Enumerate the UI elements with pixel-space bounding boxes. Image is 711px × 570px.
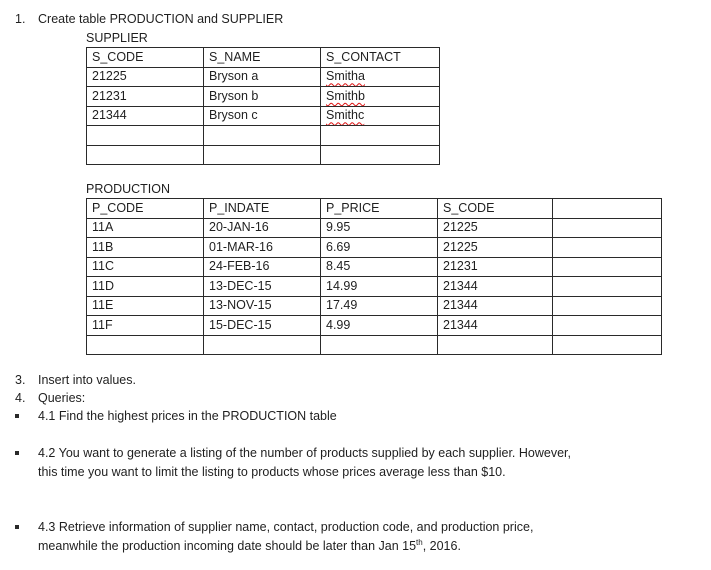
table-cell — [553, 335, 662, 355]
table-cell — [87, 335, 204, 355]
table-cell — [553, 238, 662, 258]
question-3-text: Insert into values. — [38, 373, 136, 387]
table-row — [87, 257, 662, 277]
supplier-table-caption: SUPPLIER — [86, 31, 148, 45]
table-cell: 11A — [87, 218, 204, 238]
column-header: P_CODE — [87, 199, 204, 219]
table-cell — [553, 218, 662, 238]
table-cell: 9.95 — [321, 218, 438, 238]
ordinal-suffix: th — [416, 537, 423, 547]
query-4-2 — [38, 444, 571, 482]
table-cell: 21225 — [87, 67, 204, 87]
table-row-empty — [87, 335, 662, 355]
table-cell: 15-DEC-15 — [204, 316, 321, 336]
query-4-3-line-2-end: , 2016. — [422, 539, 461, 553]
table-cell: 21344 — [438, 316, 553, 336]
table-row — [87, 238, 662, 258]
item-number-4: 4. — [15, 391, 26, 405]
table-cell — [87, 126, 204, 146]
table-cell — [204, 335, 321, 355]
table-cell: 24-FEB-16 — [204, 257, 321, 277]
table-row — [87, 277, 662, 297]
column-header: S_CODE — [438, 199, 553, 219]
table-cell: Bryson b — [204, 87, 321, 107]
table-cell — [87, 145, 204, 165]
item-number-1: 1. — [15, 12, 26, 26]
table-header-row — [87, 199, 662, 219]
table-header-row — [87, 48, 440, 68]
table-cell: 11C — [87, 257, 204, 277]
table-row-empty — [87, 145, 440, 165]
table-cell: 11F — [87, 316, 204, 336]
table-cell: 20-JAN-16 — [204, 218, 321, 238]
table-cell: 14.99 — [321, 277, 438, 297]
bullet-marker — [15, 525, 19, 529]
table-row — [87, 67, 440, 87]
query-4-2-line-2: this time you want to limit the listing to products whose prices average less than $10. — [38, 465, 506, 479]
table-row — [87, 106, 440, 126]
column-header: S_CONTACT — [321, 48, 440, 68]
table-cell: Bryson a — [204, 67, 321, 87]
column-header: P_INDATE — [204, 199, 321, 219]
question-1-text: Create table PRODUCTION and SUPPLIER — [38, 12, 284, 26]
table-cell: 21231 — [438, 257, 553, 277]
query-4-2-line-1: 4.2 You want to generate a listing of the number of products supplied by each supplier. However, — [38, 446, 571, 460]
column-header: S_CODE — [87, 48, 204, 68]
production-table — [86, 198, 662, 355]
table-cell — [321, 335, 438, 355]
table-row-empty — [87, 126, 440, 146]
table-cell — [438, 335, 553, 355]
query-4-3 — [38, 518, 533, 556]
column-header: S_NAME — [204, 48, 321, 68]
table-cell — [321, 126, 440, 146]
column-header — [553, 199, 662, 219]
contact-text: Smitha — [326, 69, 365, 84]
table-cell: 6.69 — [321, 238, 438, 258]
table-cell: 21225 — [438, 218, 553, 238]
table-row — [87, 316, 662, 336]
bullet-marker — [15, 414, 19, 418]
table-cell — [321, 106, 440, 126]
table-cell — [204, 126, 321, 146]
table-cell — [204, 145, 321, 165]
table-cell: 21344 — [87, 106, 204, 126]
table-cell: 13-DEC-15 — [204, 277, 321, 297]
item-number-3: 3. — [15, 373, 26, 387]
table-cell: 21231 — [87, 87, 204, 107]
table-cell: 21344 — [438, 296, 553, 316]
table-cell: 01-MAR-16 — [204, 238, 321, 258]
table-cell: 11B — [87, 238, 204, 258]
table-row — [87, 218, 662, 238]
table-cell — [321, 145, 440, 165]
column-header: P_PRICE — [321, 199, 438, 219]
table-cell: 8.45 — [321, 257, 438, 277]
table-cell — [553, 296, 662, 316]
query-4-3-line-2 — [38, 537, 533, 556]
query-4-3-line-1: 4.3 Retrieve information of supplier name, contact, production code, and production price, — [38, 520, 534, 534]
table-cell — [553, 316, 662, 336]
query-4-1: 4.1 Find the highest prices in the PRODUCTION table — [38, 409, 337, 423]
supplier-table — [86, 47, 440, 165]
question-4-text: Queries: — [38, 391, 86, 405]
table-cell: 21225 — [438, 238, 553, 258]
contact-text: Smithb — [326, 88, 365, 103]
table-cell — [553, 257, 662, 277]
table-cell: 4.99 — [321, 316, 438, 336]
bullet-marker — [15, 451, 19, 455]
table-cell — [553, 277, 662, 297]
query-4-3-line-2-text: meanwhile the production incoming date should be later than Jan 15 — [38, 539, 417, 553]
table-cell: 13-NOV-15 — [204, 296, 321, 316]
table-row — [87, 87, 440, 107]
table-cell: 21344 — [438, 277, 553, 297]
table-cell: 11D — [87, 277, 204, 297]
table-cell — [321, 67, 440, 87]
table-cell: Bryson c — [204, 106, 321, 126]
production-table-caption: PRODUCTION — [86, 182, 171, 196]
table-cell: 17.49 — [321, 296, 438, 316]
contact-text: Smithc — [326, 108, 365, 123]
table-cell: 11E — [87, 296, 204, 316]
table-row — [87, 296, 662, 316]
table-cell — [321, 87, 440, 107]
